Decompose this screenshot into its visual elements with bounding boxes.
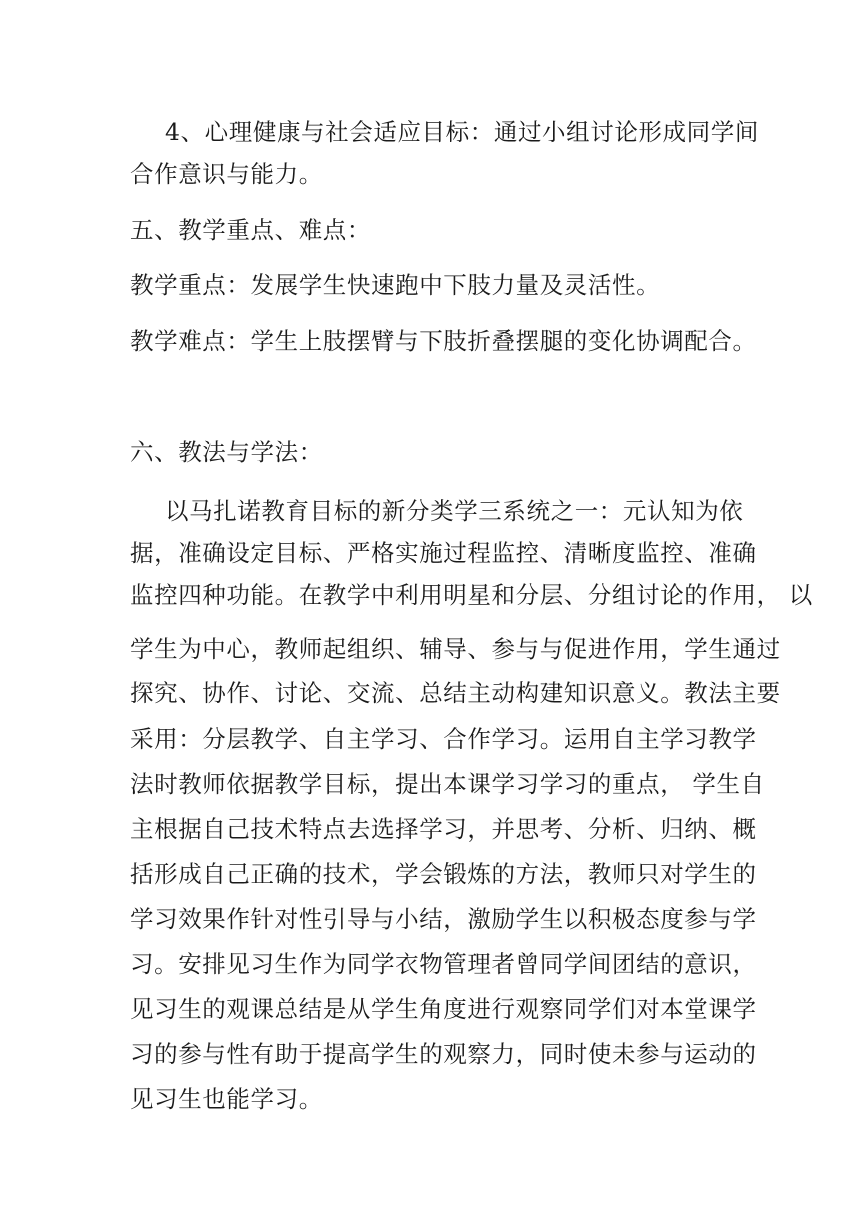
paragraph-line: 监控四种功能。在教学中利用明星和分层、分组讨论的作用， 以 <box>130 581 813 609</box>
paragraph-line: 习。安排见习生作为同学衣物管理者曾同学间团结的意识， <box>130 950 757 978</box>
section-5-heading: 五、教学重点、难点： <box>130 216 371 244</box>
paragraph-line: 据，准确设定目标、严格实施过程监控、清晰度监控、准确 <box>130 539 757 567</box>
paragraph-line: 学生为中心，教师起组织、辅导、参与与促进作用，学生通过 <box>130 635 781 663</box>
paragraph-line: 括形成自己正确的技术，学会锻炼的方法，教师只对学生的 <box>130 860 757 888</box>
paragraph-line: 学习效果作针对性引导与小结，激励学生以积极态度参与学 <box>130 905 757 933</box>
paragraph-line: 法时教师依据教学目标，提出本课学习学习的重点， 学生自 <box>130 770 765 798</box>
paragraph-line: 以马扎诺教育目标的新分类学三系统之一：元认知为依 <box>165 497 744 525</box>
paragraph-line: 见习生的观课总结是从学生角度进行观察同学们对本堂课学 <box>130 995 757 1023</box>
paragraph-line: 见习生也能学习。 <box>130 1085 323 1113</box>
paragraph-line: 习的参与性有助于提高学生的观察力，同时使未参与运动的 <box>130 1040 757 1068</box>
paragraph-line: 采用：分层教学、自主学习、合作学习。运用自主学习教学 <box>130 725 757 753</box>
difficult-point: 教学难点：学生上肢摆臂与下肢折叠摆腿的变化协调配合。 <box>130 327 757 355</box>
key-point: 教学重点：发展学生快速跑中下肢力量及灵活性。 <box>130 271 661 299</box>
goal-4-line-2: 合作意识与能力。 <box>130 160 323 188</box>
section-6-heading: 六、教法与学法： <box>130 438 323 466</box>
goal-4-line-1: 4、心理健康与社会适应目标：通过小组讨论形成同学间 <box>165 118 759 146</box>
paragraph-line: 主根据自己技术特点去选择学习，并思考、分析、归纳、概 <box>130 815 757 843</box>
paragraph-line: 探究、协作、讨论、交流、总结主动构建知识意义。教法主要 <box>130 679 781 707</box>
